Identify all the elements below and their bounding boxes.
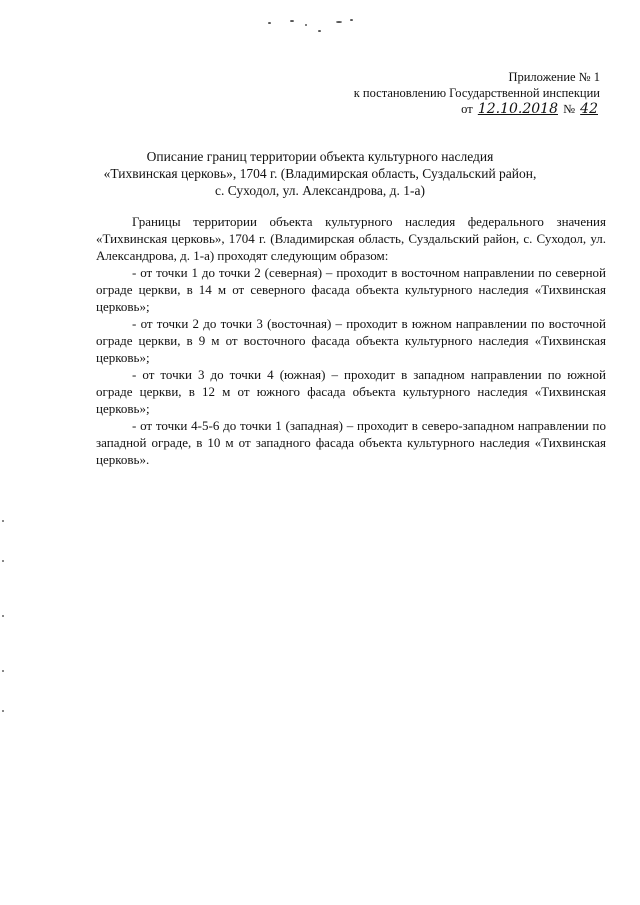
boundary-west-paragraph: - от точки 4-5-6 до точки 1 (западная) – проходит в северо-западном направлении по западной ограде, в 10 м от западного фасада объекта культурного наследия «Тихвинская церковь». [96, 418, 606, 467]
body-intro-paragraph: Границы территории объекта культурного наследия федерального значения «Тихвинская церковь», 1704 г. (Владимирская область, Суздальский район, с. Суходол, ул. Александрова, д. 1-а) проходят следующим образом: [96, 214, 606, 263]
title-line-2: «Тихвинская церковь», 1704 г. (Владимирская область, Суздальский район, [103, 166, 537, 181]
annex-title: Приложение № 1 [508, 70, 600, 84]
annex-date-prefix: от [461, 102, 473, 116]
annex-date: 12.10.2018 [477, 101, 558, 117]
title-line-1: Описание границ территории объекта культурного наследия [146, 149, 494, 164]
boundary-east-paragraph: - от точки 2 до точки 3 (восточная) – проходит в южном направлении по восточной ограде церкви, в 9 м от восточного фасада объекта культурного наследия «Тихвинская церковь»; [96, 316, 606, 365]
boundary-south-paragraph: - от точки 3 до точки 4 (южная) – проходит в западном направлении по южной ограде церкви, в 12 м от южного фасада объекта культурного наследия «Тихвинская церковь»; [96, 367, 606, 416]
annex-number-sign: № [563, 102, 576, 116]
annex-reference: к постановлению Государственной инспекции [353, 86, 600, 100]
annex-date-number [300, 101, 600, 117]
boundary-north-paragraph: - от точки 1 до точки 2 (северная) – проходит в восточном направлении по северной ограде церкви, в 14 м от северного фасада объекта культурного наследия «Тихвинская церковь»; [96, 265, 606, 314]
document-title [90, 148, 550, 199]
title-line-3: с. Суходол, ул. Александрова, д. 1-а) [214, 183, 426, 198]
annex-number: 42 [580, 101, 598, 117]
scan-edge-marks [2, 520, 5, 720]
annex-header [300, 69, 600, 117]
document-body [96, 213, 606, 468]
